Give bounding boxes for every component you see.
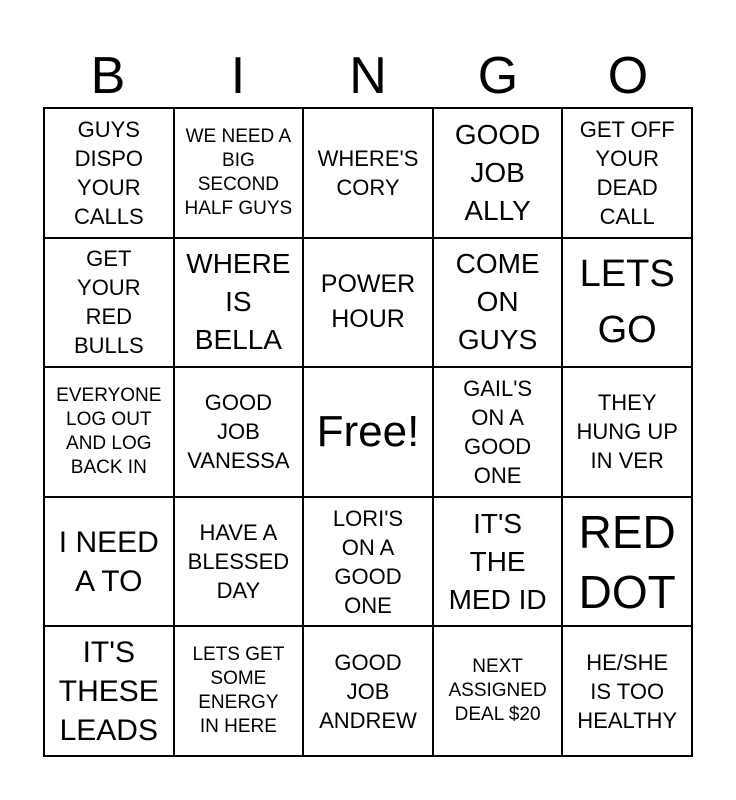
header-letter-o: O bbox=[607, 47, 649, 105]
cell-label: I NEED A TO bbox=[58, 525, 159, 598]
bingo-cell-r1-c4[interactable] bbox=[433, 108, 563, 238]
cell-label: GUYS DISPO YOUR CALLS bbox=[73, 116, 144, 229]
bingo-cell-r4-c5[interactable] bbox=[562, 497, 692, 627]
cell-label: LETS GO bbox=[579, 253, 675, 352]
bingo-header bbox=[43, 44, 693, 108]
cell-label: GOOD JOB VANESSA bbox=[187, 390, 290, 474]
bingo-cell-r4-c1[interactable] bbox=[44, 497, 174, 627]
bingo-cell-r2-c5[interactable] bbox=[562, 238, 692, 368]
cell-label: LETS GET SOME ENERGY IN HERE bbox=[192, 644, 285, 738]
bingo-cell-r1-c2[interactable] bbox=[174, 108, 304, 238]
bingo-cell-r4-c2[interactable] bbox=[174, 497, 304, 627]
bingo-cell-r1-c5[interactable] bbox=[562, 108, 692, 238]
cell-label: GOOD JOB ANDREW bbox=[319, 649, 417, 733]
cell-label: HAVE A BLESSED DAY bbox=[187, 520, 290, 604]
cell-label: GET OFF YOUR DEAD CALL bbox=[579, 116, 675, 229]
bingo-cell-r5-c3[interactable] bbox=[303, 626, 433, 756]
header-letter-b: B bbox=[90, 47, 126, 105]
bingo-cell-r2-c2[interactable] bbox=[174, 238, 304, 368]
cell-label: WHERE IS BELLA bbox=[186, 248, 291, 356]
cell-label: WE NEED A BIG SECOND HALF GUYS bbox=[184, 125, 293, 219]
cell-label: GET YOUR RED BULLS bbox=[73, 246, 144, 359]
cell-label: IT'S THE MED ID bbox=[448, 507, 547, 615]
free-space-cell[interactable] bbox=[303, 367, 433, 497]
cell-label: WHERE'S CORY bbox=[317, 145, 419, 200]
cell-label: GOOD JOB ALLY bbox=[454, 118, 541, 226]
bingo-cell-r3-c5[interactable] bbox=[562, 367, 692, 497]
bingo-cell-r3-c2[interactable] bbox=[174, 367, 304, 497]
bingo-cell-r5-c2[interactable] bbox=[174, 626, 304, 756]
cell-label: HE/SHE IS TOO HEALTHY bbox=[577, 649, 678, 733]
bingo-cell-r5-c4[interactable] bbox=[433, 626, 563, 756]
cell-label: POWER HOUR bbox=[320, 270, 416, 334]
cell-label: RED DOT bbox=[578, 505, 676, 618]
cell-label: NEXT ASSIGNED DEAL $20 bbox=[448, 656, 547, 726]
header-letter-i: I bbox=[230, 47, 246, 105]
cell-label: GAIL'S ON A GOOD ONE bbox=[463, 375, 533, 488]
bingo-cell-r3-c1[interactable] bbox=[44, 367, 174, 497]
bingo-cell-r5-c5[interactable] bbox=[562, 626, 692, 756]
cell-label: EVERYONE LOG OUT AND LOG BACK IN bbox=[56, 384, 162, 478]
bingo-cell-r1-c1[interactable] bbox=[44, 108, 174, 238]
cell-label: LORI'S ON A GOOD ONE bbox=[332, 505, 404, 618]
bingo-cell-r5-c1[interactable] bbox=[44, 626, 174, 756]
bingo-cell-r3-c4[interactable] bbox=[433, 367, 563, 497]
cell-label: IT'S THESE LEADS bbox=[58, 635, 159, 747]
header-letter-n: N bbox=[349, 47, 387, 105]
bingo-cell-r4-c4[interactable] bbox=[433, 497, 563, 627]
cell-label: COME ON GUYS bbox=[455, 248, 540, 356]
bingo-cell-r2-c1[interactable] bbox=[44, 238, 174, 368]
bingo-card bbox=[43, 107, 693, 757]
cell-label: THEY HUNG UP IN VER bbox=[576, 390, 678, 474]
bingo-cell-r4-c3[interactable] bbox=[303, 497, 433, 627]
header-letter-g: G bbox=[477, 47, 519, 105]
bingo-cell-r2-c3[interactable] bbox=[303, 238, 433, 368]
bingo-cell-r1-c3[interactable] bbox=[303, 108, 433, 238]
bingo-cell-r2-c4[interactable] bbox=[433, 238, 563, 368]
free-space-label: Free! bbox=[316, 406, 420, 456]
